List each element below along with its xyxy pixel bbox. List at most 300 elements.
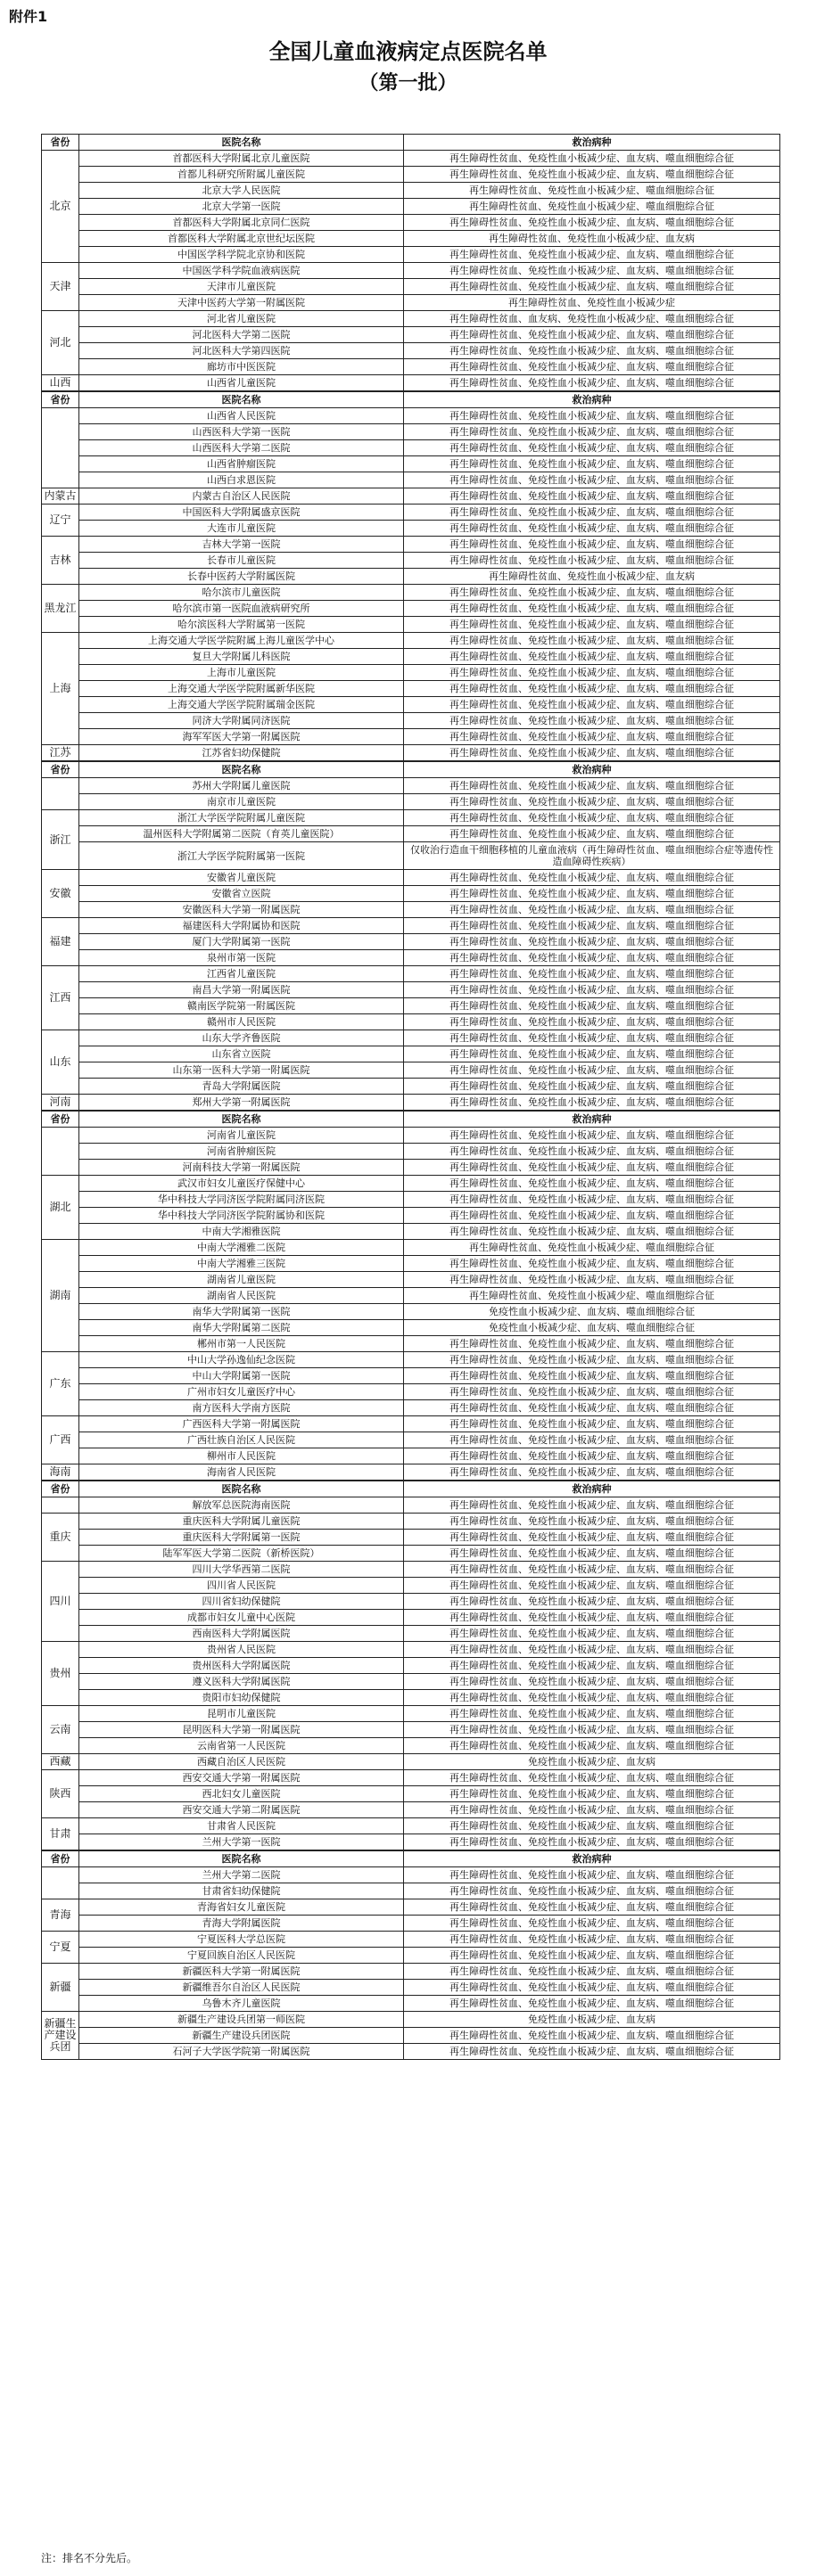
table-row [42,665,780,681]
disease-cell: 再生障碍性贫血、免疫性血小板减少症、血友病、噬血细胞综合征 [404,1160,780,1176]
table-row [42,1160,780,1176]
hospital-name-cell: 河北省儿童医院 [79,311,404,327]
table-row [42,424,780,440]
table-row [42,408,780,424]
disease-cell: 再生障碍性贫血、免疫性血小板减少症、血友病、噬血细胞综合征 [404,440,780,456]
hospital-name-cell: 河北医科大学第二医院 [79,327,404,343]
disease-cell: 再生障碍性贫血、免疫性血小板减少症、血友病、噬血细胞综合征 [404,1062,780,1079]
footnote: 注：排名不分先后。 [41,2552,138,2564]
table-row [42,505,780,521]
disease-cell: 再生障碍性贫血、免疫性血小板减少症、血友病 [404,569,780,585]
disease-cell: 再生障碍性贫血、免疫性血小板减少症、血友病、噬血细胞综合征 [404,794,780,810]
hospital-name-cell: 赣南医学院第一附属医院 [79,998,404,1014]
hospital-name-cell: 山东第一医科大学第一附属医院 [79,1062,404,1079]
hospital-name-cell: 甘肃省妇幼保健院 [79,1883,404,1899]
hospital-name-cell: 南华大学附属第一医院 [79,1304,404,1320]
disease-cell: 再生障碍性贫血、免疫性血小板减少症、血友病、噬血细胞综合征 [404,1256,780,1272]
province-cell: 河北 [42,311,79,375]
hospital-name-cell: 赣州市人民医院 [79,1014,404,1030]
disease-cell: 再生障碍性贫血、免疫性血小板减少症、血友病、噬血细胞综合征 [404,681,780,697]
table-row [42,1578,780,1594]
table-row [42,1738,780,1754]
province-cell: 宁夏 [42,1932,79,1964]
table-row [42,2012,780,2028]
province-cell: 江苏 [42,745,79,761]
province-cell [42,1128,79,1176]
table-header-row [42,135,780,151]
disease-cell: 再生障碍性贫血、免疫性血小板减少症、血友病、噬血细胞综合征 [404,1867,780,1883]
hospital-name-cell: 中国医学科学院血液病医院 [79,263,404,279]
disease-cell: 再生障碍性贫血、免疫性血小板减少症、血友病、噬血细胞综合征 [404,1497,780,1514]
header-hospital: 医院名称 [79,1481,404,1497]
province-cell: 陕西 [42,1770,79,1818]
disease-cell: 再生障碍性贫血、免疫性血小板减少症、血友病、噬血细胞综合征 [404,1578,780,1594]
hospital-name-cell: 中国医科大学附属盛京医院 [79,505,404,521]
province-cell: 广西 [42,1416,79,1464]
table-row [42,633,780,649]
table-row [42,263,780,279]
hospital-name-cell: 宁夏医科大学总医院 [79,1932,404,1948]
disease-cell: 免疫性血小板减少症、血友病、噬血细胞综合征 [404,1320,780,1336]
disease-cell: 再生障碍性贫血、免疫性血小板减少症、血友病、噬血细胞综合征 [404,1095,780,1111]
table-row [42,1272,780,1288]
province-cell [42,1867,79,1899]
hospital-table-block [41,391,780,761]
header-province: 省份 [42,1851,79,1867]
table-row [42,553,780,569]
disease-cell: 再生障碍性贫血、免疫性血小板减少症、血友病、噬血细胞综合征 [404,359,780,375]
province-cell: 浙江 [42,810,79,870]
hospital-name-cell: 首都医科大学附属北京世纪坛医院 [79,231,404,247]
province-cell: 云南 [42,1706,79,1754]
disease-cell: 再生障碍性贫血、免疫性血小板减少症、血友病、噬血细胞综合征 [404,2028,780,2044]
table-row [42,247,780,263]
hospital-table-block [41,1111,780,1481]
disease-cell: 再生障碍性贫血、免疫性血小板减少症、血友病、噬血细胞综合征 [404,601,780,617]
hospital-name-cell: 重庆医科大学附属儿童医院 [79,1514,404,1530]
hospital-name-cell: 南华大学附属第二医院 [79,1320,404,1336]
disease-cell: 免疫性血小板减少症、血友病 [404,1754,780,1770]
hospital-name-cell: 贵州医科大学附属医院 [79,1658,404,1674]
disease-cell: 再生障碍性贫血、免疫性血小板减少症、血友病、噬血细胞综合征 [404,1079,780,1095]
table-row [42,1336,780,1352]
hospital-name-cell: 解放军总医院海南医院 [79,1497,404,1514]
hospital-name-cell: 同济大学附属同济医院 [79,713,404,729]
hospital-name-cell: 首都医科大学附属北京同仁医院 [79,215,404,231]
table-row [42,1802,780,1818]
hospital-name-cell: 华中科技大学同济医学院附属同济医院 [79,1192,404,1208]
table-row [42,1352,780,1368]
province-cell [42,408,79,488]
disease-cell: 再生障碍性贫血、血友病、免疫性血小板减少症、噬血细胞综合征 [404,311,780,327]
table-row [42,950,780,966]
hospital-name-cell: 山西医科大学第一医院 [79,424,404,440]
table-row [42,215,780,231]
table-row [42,1514,780,1530]
hospital-table-container [41,134,779,2060]
table-row [42,1932,780,1948]
hospital-name-cell: 山东省立医院 [79,1046,404,1062]
hospital-name-cell: 南京市儿童医院 [79,794,404,810]
table-header-row [42,1481,780,1497]
header-disease: 救治病种 [404,1481,780,1497]
hospital-name-cell: 海军军医大学第一附属医院 [79,729,404,745]
table-row [42,934,780,950]
hospital-name-cell: 兰州大学第一医院 [79,1834,404,1850]
table-row [42,1722,780,1738]
disease-cell: 再生障碍性贫血、免疫性血小板减少症、血友病、噬血细胞综合征 [404,1514,780,1530]
hospital-name-cell: 湖南省儿童医院 [79,1272,404,1288]
hospital-table-block [41,134,780,391]
hospital-name-cell: 山西医科大学第二医院 [79,440,404,456]
hospital-name-cell: 浙江大学医学院附属儿童医院 [79,810,404,826]
page-subtitle: （第一批） [359,72,457,94]
table-row [42,537,780,553]
disease-cell: 再生障碍性贫血、免疫性血小板减少症、血友病、噬血细胞综合征 [404,1432,780,1448]
table-row [42,521,780,537]
hospital-name-cell: 廊坊市中医医院 [79,359,404,375]
disease-cell: 再生障碍性贫血、免疫性血小板减少症、血友病、噬血细胞综合征 [404,279,780,295]
disease-cell: 再生障碍性贫血、免疫性血小板减少症、血友病、噬血细胞综合征 [404,665,780,681]
province-cell: 江西 [42,966,79,1030]
table-row [42,1400,780,1416]
disease-cell: 再生障碍性贫血、免疫性血小板减少症、血友病、噬血细胞综合征 [404,1658,780,1674]
hospital-name-cell: 广西壮族自治区人民医院 [79,1432,404,1448]
disease-cell: 再生障碍性贫血、免疫性血小板减少症、血友病、噬血细胞综合征 [404,1706,780,1722]
province-cell: 新疆 [42,1964,79,2012]
hospital-name-cell: 上海市儿童医院 [79,665,404,681]
table-row [42,1948,780,1964]
table-row [42,982,780,998]
table-row [42,886,780,902]
disease-cell: 再生障碍性贫血、免疫性血小板减少症、血友病、噬血细胞综合征 [404,1416,780,1432]
table-row [42,1128,780,1144]
disease-cell: 再生障碍性贫血、免疫性血小板减少症、血友病、噬血细胞综合征 [404,343,780,359]
table-row [42,902,780,918]
header-province: 省份 [42,135,79,151]
disease-cell: 再生障碍性贫血、免疫性血小板减少症、血友病、噬血细胞综合征 [404,1818,780,1834]
disease-cell: 再生障碍性贫血、免疫性血小板减少症、血友病、噬血细胞综合征 [404,633,780,649]
table-row [42,649,780,665]
province-cell: 安徽 [42,870,79,918]
hospital-name-cell: 贵州省人民医院 [79,1642,404,1658]
disease-cell: 再生障碍性贫血、免疫性血小板减少症、血友病、噬血细胞综合征 [404,151,780,167]
province-cell: 吉林 [42,537,79,585]
header-hospital: 医院名称 [79,135,404,151]
header-hospital: 医院名称 [79,762,404,778]
hospital-name-cell: 河南省肿瘤医院 [79,1144,404,1160]
disease-cell: 再生障碍性贫血、免疫性血小板减少症、血友病、噬血细胞综合征 [404,1674,780,1690]
hospital-name-cell: 江西省儿童医院 [79,966,404,982]
table-row [42,1208,780,1224]
header-province: 省份 [42,762,79,778]
disease-cell: 再生障碍性贫血、免疫性血小板减少症 [404,295,780,311]
table-row [42,794,780,810]
table-row [42,1818,780,1834]
hospital-name-cell: 山西省人民医院 [79,408,404,424]
disease-cell: 再生障碍性贫血、免疫性血小板减少症、血友病、噬血细胞综合征 [404,729,780,745]
disease-cell: 再生障碍性贫血、免疫性血小板减少症、血友病、噬血细胞综合征 [404,424,780,440]
province-cell [42,1497,79,1514]
table-row [42,1240,780,1256]
hospital-name-cell: 长春市儿童医院 [79,553,404,569]
hospital-name-cell: 柳州市人民医院 [79,1448,404,1464]
disease-cell: 免疫性血小板减少症、血友病 [404,2012,780,2028]
hospital-name-cell: 河北医科大学第四医院 [79,343,404,359]
table-row [42,1690,780,1706]
table-row [42,826,780,842]
table-row [42,1144,780,1160]
hospital-table-block [41,1481,780,1850]
table-row [42,359,780,375]
disease-cell: 再生障碍性贫血、免疫性血小板减少症、血友病、噬血细胞综合征 [404,553,780,569]
province-cell: 天津 [42,263,79,311]
hospital-name-cell: 江苏省妇幼保健院 [79,745,404,761]
hospital-name-cell: 西北妇女儿童医院 [79,1786,404,1802]
province-cell: 上海 [42,633,79,745]
hospital-name-cell: 上海交通大学医学院附属新华医院 [79,681,404,697]
disease-cell: 再生障碍性贫血、免疫性血小板减少症、血友病、噬血细胞综合征 [404,1883,780,1899]
disease-cell: 再生障碍性贫血、免疫性血小板减少症、血友病、噬血细胞综合征 [404,1368,780,1384]
disease-cell: 免疫性血小板减少症、血友病、噬血细胞综合征 [404,1304,780,1320]
table-row [42,1674,780,1690]
table-row [42,472,780,488]
hospital-name-cell: 西安交通大学第一附属医院 [79,1770,404,1786]
hospital-name-cell: 四川省妇幼保健院 [79,1594,404,1610]
disease-cell: 再生障碍性贫血、免疫性血小板减少症、血友病、噬血细胞综合征 [404,886,780,902]
table-header-row [42,392,780,408]
disease-cell: 再生障碍性贫血、免疫性血小板减少症、血友病、噬血细胞综合征 [404,1770,780,1786]
disease-cell: 再生障碍性贫血、免疫性血小板减少症、血友病、噬血细胞综合征 [404,247,780,263]
hospital-name-cell: 天津中医药大学第一附属医院 [79,295,404,311]
hospital-table-block [41,761,780,1111]
table-row [42,231,780,247]
disease-cell: 再生障碍性贫血、免疫性血小板减少症、血友病、噬血细胞综合征 [404,934,780,950]
table-row [42,1464,780,1481]
table-row [42,279,780,295]
province-cell: 山东 [42,1030,79,1095]
disease-cell: 再生障碍性贫血、免疫性血小板减少症、血友病、噬血细胞综合征 [404,488,780,505]
disease-cell: 再生障碍性贫血、免疫性血小板减少症、血友病、噬血细胞综合征 [404,1336,780,1352]
table-row [42,810,780,826]
table-header-row [42,1112,780,1128]
table-row [42,870,780,886]
disease-cell: 再生障碍性贫血、免疫性血小板减少症、血友病、噬血细胞综合征 [404,537,780,553]
table-row [42,1996,780,2012]
hospital-name-cell: 中南大学湘雅三医院 [79,1256,404,1272]
disease-cell: 再生障碍性贫血、免疫性血小板减少症、血友病、噬血细胞综合征 [404,1046,780,1062]
hospital-name-cell: 中山大学孙逸仙纪念医院 [79,1352,404,1368]
disease-cell: 再生障碍性贫血、免疫性血小板减少症、噬血细胞综合征 [404,1288,780,1304]
hospital-name-cell: 河南科技大学第一附属医院 [79,1160,404,1176]
table-row [42,1256,780,1272]
disease-cell: 再生障碍性贫血、免疫性血小板减少症、血友病、噬血细胞综合征 [404,1626,780,1642]
disease-cell: 再生障碍性贫血、免疫性血小板减少症、噬血细胞综合征 [404,199,780,215]
table-row [42,1562,780,1578]
hospital-name-cell: 青岛大学附属医院 [79,1079,404,1095]
disease-cell: 再生障碍性贫血、免疫性血小板减少症、血友病、噬血细胞综合征 [404,1448,780,1464]
hospital-name-cell: 安徽省立医院 [79,886,404,902]
disease-cell: 再生障碍性贫血、免疫性血小板减少症、血友病、噬血细胞综合征 [404,1610,780,1626]
hospital-name-cell: 湖南省人民医院 [79,1288,404,1304]
table-row [42,713,780,729]
hospital-name-cell: 温州医科大学附属第二医院（育英儿童医院） [79,826,404,842]
header-hospital: 医院名称 [79,1851,404,1867]
disease-cell: 再生障碍性贫血、免疫性血小板减少症、血友病、噬血细胞综合征 [404,1738,780,1754]
hospital-name-cell: 大连市儿童医院 [79,521,404,537]
table-row [42,1062,780,1079]
disease-cell: 再生障碍性贫血、免疫性血小板减少症、血友病、噬血细胞综合征 [404,617,780,633]
hospital-table-block [41,1850,780,2060]
table-row [42,1176,780,1192]
disease-cell: 再生障碍性贫血、免疫性血小板减少症、血友病、噬血细胞综合征 [404,585,780,601]
table-row [42,1530,780,1546]
table-row [42,295,780,311]
disease-cell: 再生障碍性贫血、免疫性血小板减少症、血友病、噬血细胞综合征 [404,263,780,279]
province-cell: 北京 [42,151,79,263]
hospital-name-cell: 上海交通大学医学院附属瑞金医院 [79,697,404,713]
disease-cell: 再生障碍性贫血、免疫性血小板减少症、血友病、噬血细胞综合征 [404,408,780,424]
hospital-name-cell: 华中科技大学同济医学院附属协和医院 [79,1208,404,1224]
disease-cell: 再生障碍性贫血、免疫性血小板减少症、血友病、噬血细胞综合征 [404,215,780,231]
disease-cell: 再生障碍性贫血、免疫性血小板减少症、血友病、噬血细胞综合征 [404,1722,780,1738]
table-row [42,1095,780,1111]
disease-cell: 再生障碍性贫血、免疫性血小板减少症、血友病、噬血细胞综合征 [404,1899,780,1916]
province-cell: 湖南 [42,1240,79,1352]
hospital-name-cell: 中山大学附属第一医院 [79,1368,404,1384]
table-row [42,2028,780,2044]
table-row [42,617,780,633]
disease-cell: 再生障碍性贫血、免疫性血小板减少症、血友病、噬血细胞综合征 [404,1224,780,1240]
table-row [42,2044,780,2060]
table-row [42,585,780,601]
disease-cell: 再生障碍性贫血、免疫性血小板减少症、血友病、噬血细胞综合征 [404,713,780,729]
disease-cell: 再生障碍性贫血、免疫性血小板减少症、血友病、噬血细胞综合征 [404,982,780,998]
table-row [42,1432,780,1448]
hospital-name-cell: 石河子大学医学院第一附属医院 [79,2044,404,2060]
hospital-name-cell: 郴州市第一人民医院 [79,1336,404,1352]
province-cell: 山西 [42,375,79,391]
header-disease: 救治病种 [404,1112,780,1128]
disease-cell: 再生障碍性贫血、免疫性血小板减少症、血友病、噬血细胞综合征 [404,375,780,391]
disease-cell: 再生障碍性贫血、免疫性血小板减少症、血友病、噬血细胞综合征 [404,456,780,472]
hospital-name-cell: 北京大学第一医院 [79,199,404,215]
disease-cell: 再生障碍性贫血、免疫性血小板减少症、血友病、噬血细胞综合征 [404,998,780,1014]
table-header-row [42,762,780,778]
hospital-name-cell: 新疆生产建设兵团第一师医院 [79,2012,404,2028]
table-row [42,1834,780,1850]
hospital-name-cell: 长春中医药大学附属医院 [79,569,404,585]
hospital-name-cell: 西藏自治区人民医院 [79,1754,404,1770]
disease-cell: 再生障碍性贫血、免疫性血小板减少症、血友病、噬血细胞综合征 [404,1916,780,1932]
hospital-name-cell: 西安交通大学第二附属医院 [79,1802,404,1818]
hospital-name-cell: 安徽省儿童医院 [79,870,404,886]
disease-cell: 再生障碍性贫血、免疫性血小板减少症、血友病、噬血细胞综合征 [404,1642,780,1658]
disease-cell: 再生障碍性贫血、免疫性血小板减少症、血友病、噬血细胞综合征 [404,1948,780,1964]
disease-cell: 再生障碍性贫血、免疫性血小板减少症、血友病、噬血细胞综合征 [404,1802,780,1818]
table-row [42,440,780,456]
disease-cell: 再生障碍性贫血、免疫性血小板减少症、血友病、噬血细胞综合征 [404,950,780,966]
disease-cell: 再生障碍性贫血、免疫性血小板减少症、血友病、噬血细胞综合征 [404,1352,780,1368]
table-row [42,1224,780,1240]
hospital-name-cell: 兰州大学第二医院 [79,1867,404,1883]
disease-cell: 再生障碍性贫血、免疫性血小板减少症、血友病、噬血细胞综合征 [404,902,780,918]
hospital-name-cell: 南昌大学第一附属医院 [79,982,404,998]
table-row [42,1384,780,1400]
hospital-name-cell: 福建医科大学附属协和医院 [79,918,404,934]
table-row [42,1610,780,1626]
disease-cell: 再生障碍性贫血、免疫性血小板减少症、血友病、噬血细胞综合征 [404,1530,780,1546]
hospital-name-cell: 武汉市妇女儿童医疗保健中心 [79,1176,404,1192]
table-row [42,199,780,215]
hospital-name-cell: 广州市妇女儿童医疗中心 [79,1384,404,1400]
table-row [42,183,780,199]
table-row [42,1899,780,1916]
table-row [42,1642,780,1658]
table-header-row [42,1851,780,1867]
disease-cell: 再生障碍性贫血、免疫性血小板减少症、血友病、噬血细胞综合征 [404,697,780,713]
disease-cell: 再生障碍性贫血、免疫性血小板减少症、血友病、噬血细胞综合征 [404,778,780,794]
disease-cell: 再生障碍性贫血、免疫性血小板减少症、血友病、噬血细胞综合征 [404,1400,780,1416]
table-row [42,375,780,391]
hospital-name-cell: 甘肃省人民医院 [79,1818,404,1834]
province-cell: 内蒙古 [42,488,79,505]
province-cell: 四川 [42,1562,79,1642]
hospital-name-cell: 哈尔滨市儿童医院 [79,585,404,601]
disease-cell: 再生障碍性贫血、免疫性血小板减少症、血友病、噬血细胞综合征 [404,745,780,761]
province-cell: 重庆 [42,1514,79,1562]
hospital-name-cell: 泉州市第一医院 [79,950,404,966]
province-cell: 福建 [42,918,79,966]
disease-cell: 再生障碍性贫血、免疫性血小板减少症、血友病、噬血细胞综合征 [404,1690,780,1706]
table-row [42,601,780,617]
annex-label: 附件1 [9,8,48,25]
hospital-name-cell: 吉林大学第一医院 [79,537,404,553]
hospital-name-cell: 山西白求恩医院 [79,472,404,488]
table-row [42,343,780,359]
disease-cell: 再生障碍性贫血、免疫性血小板减少症、血友病、噬血细胞综合征 [404,1786,780,1802]
hospital-name-cell: 新疆生产建设兵团医院 [79,2028,404,2044]
disease-cell: 再生障碍性贫血、免疫性血小板减少症、血友病、噬血细胞综合征 [404,1980,780,1996]
table-row [42,1883,780,1899]
disease-cell: 再生障碍性贫血、免疫性血小板减少症、血友病、噬血细胞综合征 [404,1014,780,1030]
disease-cell: 再生障碍性贫血、免疫性血小板减少症、血友病、噬血细胞综合征 [404,327,780,343]
header-disease: 救治病种 [404,392,780,408]
table-row [42,998,780,1014]
province-cell: 辽宁 [42,505,79,537]
disease-cell: 再生障碍性贫血、免疫性血小板减少症、血友病、噬血细胞综合征 [404,810,780,826]
table-row [42,681,780,697]
disease-cell: 再生障碍性贫血、免疫性血小板减少症、血友病、噬血细胞综合征 [404,1964,780,1980]
hospital-name-cell: 厦门大学附属第一医院 [79,934,404,950]
table-row [42,1497,780,1514]
province-cell: 贵州 [42,1642,79,1706]
disease-cell: 再生障碍性贫血、免疫性血小板减少症、血友病、噬血细胞综合征 [404,1546,780,1562]
disease-cell: 再生障碍性贫血、免疫性血小板减少症、血友病、噬血细胞综合征 [404,472,780,488]
hospital-name-cell: 河南省儿童医院 [79,1128,404,1144]
table-row [42,1304,780,1320]
hospital-name-cell: 郑州大学第一附属医院 [79,1095,404,1111]
hospital-name-cell: 青海省妇女儿童医院 [79,1899,404,1916]
table-row [42,842,780,870]
header-disease: 救治病种 [404,1851,780,1867]
disease-cell: 再生障碍性贫血、免疫性血小板减少症、血友病、噬血细胞综合征 [404,505,780,521]
hospital-name-cell: 中南大学湘雅医院 [79,1224,404,1240]
table-row [42,918,780,934]
hospital-name-cell: 复旦大学附属儿科医院 [79,649,404,665]
table-row [42,1416,780,1432]
header-disease: 救治病种 [404,762,780,778]
